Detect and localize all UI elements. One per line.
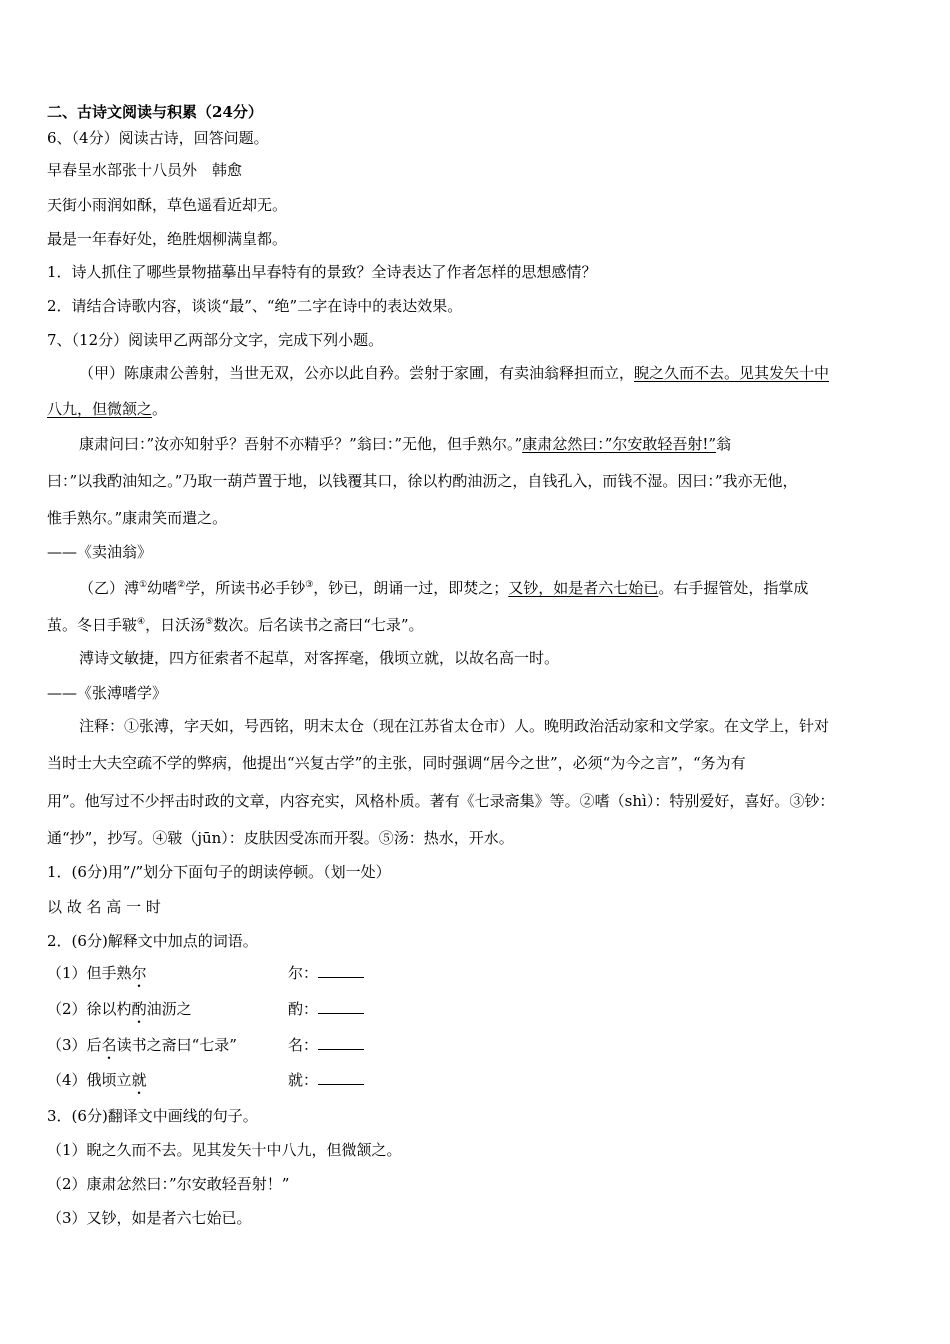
translation-item-3: （3）又钞，如是者六七始已。 bbox=[47, 1209, 252, 1227]
yi-text: 。右手握管处，指掌成 bbox=[658, 579, 809, 597]
answer-label: 就： bbox=[288, 1071, 319, 1089]
jia-paragraph-1-line-2 bbox=[47, 399, 167, 419]
jia-source: ——《卖油翁》 bbox=[47, 543, 153, 561]
answer-blank[interactable] bbox=[318, 1035, 364, 1050]
yi-underlined-sentence: 又钞，如是者六七始已 bbox=[508, 579, 659, 597]
answer-label: 酌： bbox=[288, 1000, 319, 1018]
notes-line-3: 用”。他写过不少抨击时政的文章，内容充实，风格朴质。著有《七录斋集》等。②嗜（shì）：特别爱好，喜好。③钞： bbox=[47, 792, 835, 810]
yi-paragraph-1-line-1 bbox=[79, 575, 808, 598]
phrase-text: 读书之斋曰“七录” bbox=[116, 1036, 237, 1054]
q7-header: 7、（12分）阅读甲乙两部分文字，完成下列小题。 bbox=[47, 331, 384, 349]
answer-blank[interactable] bbox=[318, 999, 364, 1014]
phrase-text: 后 bbox=[86, 1036, 102, 1054]
jia-paragraph-2-line-2: 曰：”以我酌油知之。”乃取一葫芦置于地，以钱覆其口，徐以杓酌油沥之，自钱孔入，而钱不湿。因曰：”我亦无他， bbox=[47, 472, 798, 490]
q7-sub-3-prompt: 3．(6分)翻译文中画线的句子。 bbox=[47, 1107, 258, 1125]
yi-text: （乙）溥 bbox=[79, 579, 140, 597]
jia-text: （甲）陈康肃公善射，当世无双，公亦以此自矜。尝射于家圃，有卖油翁释担而立， bbox=[79, 364, 635, 382]
dotted-word: 尔 bbox=[131, 964, 147, 982]
jia-paragraph-1-line-1 bbox=[79, 363, 829, 383]
answer-blank[interactable] bbox=[318, 963, 364, 978]
vocab-item bbox=[47, 963, 447, 991]
yi-text: 学，所读书必手钞 bbox=[185, 579, 306, 597]
phrase-text: 油沥之 bbox=[146, 1000, 192, 1018]
yi-paragraph-2: 溥诗文敏捷，四方征索者不起草，对客挥毫，俄顷立就，以故名高一时。 bbox=[79, 649, 560, 667]
footnote-marker: ③ bbox=[305, 580, 314, 590]
answer-slot bbox=[288, 963, 364, 983]
jia-paragraph-2-line-1 bbox=[79, 434, 731, 454]
jia-text: 康肃问曰：”汝亦知射乎？吾射不亦精乎？”翁曰：”无他，但手熟尔。” bbox=[79, 435, 523, 453]
vocab-item bbox=[47, 1035, 447, 1063]
yi-text: ，日沃汤 bbox=[145, 616, 206, 634]
section-title: 二、古诗文阅读与积累（24分） bbox=[47, 103, 263, 121]
jia-underlined-quote: 康肃忿然曰：”尔安敢轻吾射!” bbox=[522, 435, 717, 453]
q6-sub-question-1: 1．诗人抓住了哪些景物描摹出早春特有的景致？全诗表达了作者怎样的思想感情？ bbox=[47, 263, 597, 281]
q6-header: 6、（4分）阅读古诗，回答问题。 bbox=[47, 129, 269, 147]
yi-text: ，钞已，朗诵一过，即焚之； bbox=[313, 579, 509, 597]
phrase-text: 但手熟 bbox=[86, 964, 132, 982]
footnote-marker: ② bbox=[177, 580, 186, 590]
footnote-marker: ① bbox=[139, 580, 148, 590]
notes-line-2: 当时士大夫空疏不学的弊病，他提出“兴复古学”的主张，同时强调“居今之世”，必须“为今之言”，“务为有 bbox=[47, 754, 746, 772]
jia-underlined-sentence: 睨之久而不去。见其发矢十中 bbox=[634, 364, 830, 382]
vocab-item bbox=[47, 1070, 447, 1098]
vocab-item bbox=[47, 999, 447, 1027]
q6-sub-question-2: 2．请结合诗歌内容，谈谈“最”、“绝”二字在诗中的表达效果。 bbox=[47, 297, 463, 315]
jia-paragraph-2-line-3: 惟手熟尔。”康肃笑而遣之。 bbox=[47, 509, 228, 527]
translation-item-1: （1）睨之久而不去。见其发矢十中八九，但微颔之。 bbox=[47, 1141, 402, 1159]
answer-slot bbox=[288, 1070, 364, 1090]
answer-blank[interactable] bbox=[318, 1070, 364, 1085]
dotted-word: 就 bbox=[131, 1071, 147, 1089]
yi-source: ——《张溥嗜学》 bbox=[47, 684, 168, 702]
item-number: （4） bbox=[47, 1071, 87, 1089]
yi-paragraph-1-line-2 bbox=[47, 612, 424, 635]
jia-text: 。 bbox=[152, 400, 168, 418]
item-number: （1） bbox=[47, 964, 87, 982]
phrase-text: 俄顷立 bbox=[86, 1071, 132, 1089]
jia-text: 翁 bbox=[716, 435, 732, 453]
answer-slot bbox=[288, 999, 364, 1019]
dotted-word: 酌 bbox=[131, 1000, 147, 1018]
poem-title: 早春呈水部张十八员外 韩愈 bbox=[47, 161, 243, 179]
answer-label: 尔： bbox=[288, 964, 319, 982]
yi-text: 茧。冬日手皲 bbox=[47, 616, 138, 634]
phrase-text: 徐以杓 bbox=[86, 1000, 132, 1018]
footnote-marker: ⑤ bbox=[205, 617, 214, 627]
jia-underlined-sentence-cont: 八九，但微颔之 bbox=[47, 400, 153, 418]
answer-slot bbox=[288, 1035, 364, 1055]
poem-line-1: 天街小雨润如酥，草色遥看近却无。 bbox=[47, 196, 288, 214]
item-number: （3） bbox=[47, 1036, 87, 1054]
translation-item-2: （2）康肃忿然曰：”尔安敢轻吾射！” bbox=[47, 1175, 290, 1193]
item-number: （2） bbox=[47, 1000, 87, 1018]
dotted-word: 名 bbox=[101, 1036, 117, 1054]
q7-sub-1-sentence: 以 故 名 高 一 时 bbox=[47, 898, 161, 916]
notes-line-1: 注释：①张溥，字天如，号西铭，明末太仓（现在江苏省太仓市）人。晚明政治活动家和文学家。在文学上，针对 bbox=[79, 717, 830, 735]
poem-line-2: 最是一年春好处，绝胜烟柳满皇都。 bbox=[47, 230, 288, 248]
yi-text: 幼嗜 bbox=[147, 579, 178, 597]
answer-label: 名： bbox=[288, 1036, 319, 1054]
notes-line-4: 通“抄”，抄写。④皲（jūn）：皮肤因受冻而开裂。⑤汤：热水，开水。 bbox=[47, 829, 514, 847]
yi-text: 数次。后名读书之斋曰“七录”。 bbox=[213, 616, 424, 634]
footnote-marker: ④ bbox=[137, 617, 146, 627]
q7-sub-2-prompt: 2．(6分)解释文中加点的词语。 bbox=[47, 932, 258, 950]
q7-sub-1-prompt: 1．(6分)用”/”划分下面句子的朗读停顿。（划一处） bbox=[47, 863, 391, 881]
